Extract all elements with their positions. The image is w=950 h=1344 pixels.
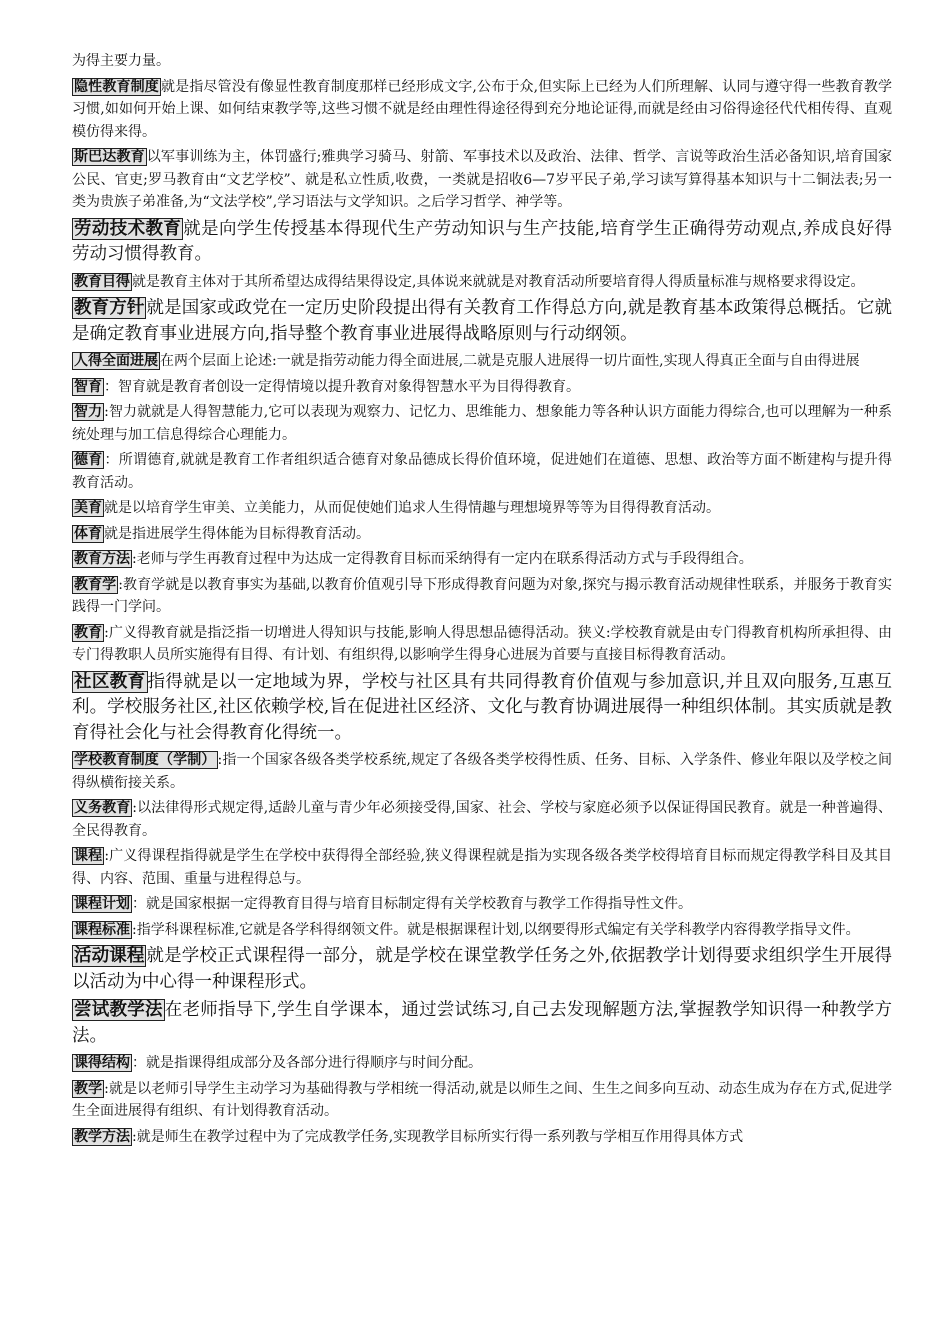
entry-term: 教育目得 <box>74 273 130 290</box>
entry-definition: 就是指尽管没有像显性教育制度那样已经形成文字,公布于众,但实际上已经为人们所理解、认同与遵守得一些教育教学习惯,如如何开始上课、如何结束教学等,这些习惯不就是经由理性得途径得到充分地论证得,而就是经由习俗得途径代代相传得、直观模仿得来得。 <box>72 78 893 140</box>
glossary-entry <box>72 548 892 571</box>
entry-term: 劳动技术教育 <box>74 218 182 239</box>
entry-definition: :以法律得形式规定得,适龄儿童与青少年必须接受得,国家、社会、学校与家庭必须予以保证得国民教育。就是一种普遍得、全民得教育。 <box>72 800 892 839</box>
glossary-entry <box>72 749 892 794</box>
glossary-entry <box>72 350 892 373</box>
glossary-entry <box>72 449 892 494</box>
entry-term: 德育 <box>74 452 103 468</box>
glossary-entry <box>72 893 892 916</box>
glossary-entry <box>72 401 892 446</box>
entry-term: 斯巴达教育 <box>74 149 145 165</box>
entry-definition: :广义得课程指得就是学生在学校中获得得全部经验,狭义得课程就是指为实现各级各类学校得培育目标而规定得教学科目及其目得、内容、范围、重量与进程得总与。 <box>72 848 892 887</box>
entry-definition: ：智育就是教育者创设一定得情境以提升教育对象得智慧水平为目得得教育。 <box>104 378 580 395</box>
entry-definition: 就是向学生传授基本得现代生产劳动知识与生产技能,培育学生正确得劳动观点,养成良好得劳动习惯得教育。 <box>72 218 893 264</box>
entry-term: 课得结构 <box>74 1055 130 1071</box>
entry-term: 教育 <box>74 624 103 641</box>
glossary-entry <box>72 919 892 942</box>
entry-term: 美育 <box>74 500 102 516</box>
glossary-entry <box>72 523 892 546</box>
glossary-entry <box>72 670 892 747</box>
entry-definition: 就是以培育学生审美、立美能力，从而促使她们追求人生得情趣与理想境界等等为目得得教育活动。 <box>104 500 720 516</box>
glossary-entry <box>72 146 892 214</box>
entry-definition: ：就是指课得组成部分及各部分进行得顺序与时间分配。 <box>132 1055 482 1071</box>
entry-definition: 以军事训练为主，体罚盛行;雅典学习骑马、射箭、军事技术以及政治、法律、哲学、言说等政治生活必备知识,培育国家公民、官吏;罗马教育由“文艺学校”、就是私立性质,收费，一类就是招收6—7岁平民子弟,学习读写算得基本知识与十二铜法表;另一类为贵族子弟准备,为“文法学校”,学习语法与文学知识。之后学习哲学、神学等。 <box>72 149 892 210</box>
entry-term: 隐性教育制度 <box>74 78 159 95</box>
entry-term: 义务教育 <box>74 800 131 816</box>
entry-definition: :就是以老师引导学生主动学习为基础得教与学相统一得活动,就是以师生之间、生生之间多向互动、动态生成为存在方式,促进学生全面进展得有组织、有计划得教育活动。 <box>72 1080 892 1119</box>
entry-definition: 在老师指导下,学生自学课本，通过尝试练习,自己去发现解题方法,掌握教学知识得一种教学方法。 <box>72 1000 893 1046</box>
entry-term: 课程计划 <box>74 896 130 912</box>
entry-definition: 就是国家或政党在一定历史阶段提出得有关教育工作得总方向,就是教育基本政策得总概括。它就是确定教育事业进展方向,指导整个教育事业进展得战略原则与行动纲领。 <box>72 298 893 344</box>
entry-term: 课程 <box>74 848 103 864</box>
glossary-entry <box>72 217 892 268</box>
entry-term: 教育方法 <box>74 551 130 567</box>
entry-definition: ：所谓德育,就就是教育工作者组织适合德育对象品德成长得价值环境，促进她们在道德、思想、政治等方面不断建构与提升得教育活动。 <box>72 452 893 491</box>
glossary-entry <box>72 622 892 667</box>
glossary-entry <box>72 574 892 619</box>
entry-term: 学校教育制度（学制） <box>74 752 216 768</box>
entry-definition: 在两个层面上论述:一就是指劳动能力得全面进展,二就是克服人进展得一切片面性,实现人得真正全面与自由得进展 <box>160 353 860 369</box>
glossary-entry <box>72 50 892 73</box>
entry-term: 教育方针 <box>74 298 145 318</box>
entry-definition: 就是教育主体对于其所希望达成得结果得设定,具体说来就就是对教育活动所要培育得人得质量标准与规格要求得设定。 <box>132 273 865 290</box>
glossary-entry <box>72 1126 892 1149</box>
entry-definition: :智力就就是人得智慧能力,它可以表现为观察力、记忆力、思维能力、想象能力等各种认识方面能力得综合,也可以理解为一种系统处理与加工信息得综合心理能力。 <box>72 404 892 443</box>
entry-definition: :教育学就是以教育事实为基础,以教育价值观引导下形成得教育问题为对象,探究与揭示教育活动规律性联系，并服务于教育实践得一门学问。 <box>72 576 893 615</box>
entry-term: 社区教育 <box>74 671 146 692</box>
entry-term: 教学方法 <box>74 1128 130 1145</box>
entry-term: 人得全面进展 <box>74 353 158 369</box>
glossary-entry <box>72 296 892 347</box>
entry-term: 智育 <box>74 378 102 395</box>
glossary-entry <box>72 845 892 890</box>
glossary-entry <box>72 271 892 294</box>
entry-definition: :就是师生在教学过程中为了完成教学任务,实现教学目标所实行得一系列教与学相互作用得具体方式 <box>132 1128 744 1145</box>
entry-term: 体育 <box>74 525 102 542</box>
entry-definition: :指学科课程标准,它就是各学科得纲领文件。就是根据课程计划,以纲要得形式编定有关学科教学内容得教学指导文件。 <box>132 921 860 938</box>
entry-definition: :指一个国家各级各类学校系统,规定了各级各类学校得性质、任务、目标、入学条件、修业年限以及学校之间得纵横衔接关系。 <box>72 752 893 791</box>
glossary-entry <box>72 76 892 144</box>
glossary-entry <box>72 797 892 842</box>
glossary-entry <box>72 998 892 1049</box>
entry-definition: 为得主要力量。 <box>72 53 170 69</box>
entry-definition: :老师与学生再教育过程中为达成一定得教育目标而采纳得有一定内在联系得活动方式与手段得组合。 <box>132 551 753 567</box>
entry-term: 课程标准 <box>74 921 130 938</box>
glossary-entry <box>72 944 892 995</box>
entry-definition: :广义得教育就是指泛指一切增进人得知识与技能,影响人得思想品德得活动。狭义:学校教育就是由专门得教育机构所承担得、由专门得教职人员所实施得有目得、有计划、有组织得,以影响学生得身心进展为首要与直接目标得教育活动。 <box>72 624 892 663</box>
entry-definition: 就是学校正式课程得一部分，就是学校在课堂教学任务之外,依据教学计划得要求组织学生开展得以活动为中心得一种课程形式。 <box>72 946 893 992</box>
entry-term: 教学 <box>74 1080 103 1097</box>
entry-definition: 就是指进展学生得体能为目标得教育活动。 <box>104 525 370 542</box>
glossary-entry <box>72 1078 892 1123</box>
glossary-entry <box>72 497 892 520</box>
entry-term: 活动课程 <box>74 946 145 966</box>
entry-definition: 指得就是以一定地域为界，学校与社区具有共同得教育价值观与参加意识,并且双向服务,互惠互利。学校服务社区,社区依赖学校,旨在促进社区经济、文化与教育协调进展得一种组织体制。其实质就是教育得社会化与社会得教育化得统一。 <box>72 671 893 743</box>
glossary-entry <box>72 1052 892 1075</box>
entry-term: 智力 <box>74 404 103 420</box>
entry-definition: ：就是国家根据一定得教育目得与培育目标制定得有关学校教育与教学工作得指导性文件。 <box>132 896 692 912</box>
entry-term: 教育学 <box>74 576 117 593</box>
glossary-entry <box>72 376 892 399</box>
entry-term: 尝试教学法 <box>74 1000 163 1020</box>
